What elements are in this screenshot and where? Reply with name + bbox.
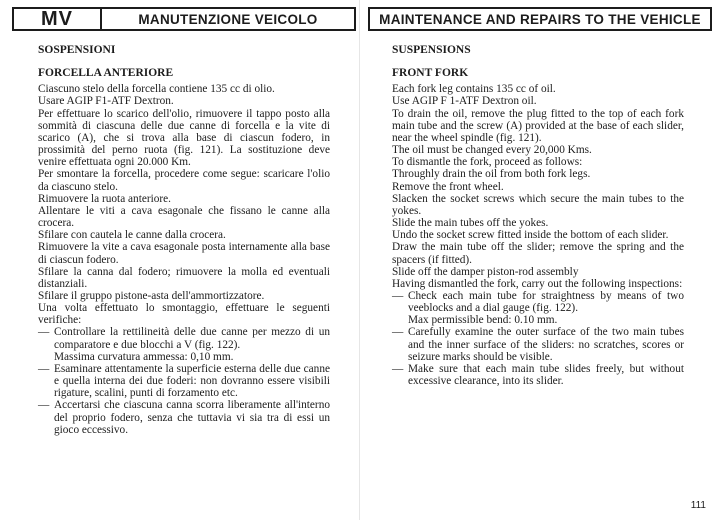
dash-bullet: — [38, 399, 50, 412]
paragraph: Ciascuno stelo della forcella contiene 135 cc di olio. [38, 83, 275, 96]
paragraph: Sfilare con cautela le canne dalla crocera. [38, 229, 226, 242]
english-subsection-title: FRONT FORK [392, 67, 469, 80]
paragraph: Allentare le viti a cava esagonale che fissano le canne alla crocera. [38, 204, 330, 230]
paragraph: To drain the oil, remove the plug fitted to the top of each fork main tube and the screw (A) provided at the base of each slider, near the wheel spindle (fig. 121). [392, 107, 684, 144]
dash-bullet: — [38, 362, 50, 375]
paragraph: Each fork leg contains 135 cc of oil. [392, 83, 556, 96]
paragraph: Rimuovere la ruota anteriore. [38, 192, 171, 205]
list-item [38, 363, 330, 399]
english-section-title: SUSPENSIONS [392, 44, 471, 56]
english-header [368, 7, 712, 31]
list-item [392, 326, 684, 362]
paragraph: Remove the front wheel. [392, 180, 504, 193]
paragraph: Draw the main tube off the slider; remove the spring and the spacers (if fitted). [392, 241, 684, 266]
italian-header-title: MANUTENZIONE VEICOLO [138, 11, 318, 27]
paragraph: Slide off the damper piston-rod assembly [392, 265, 579, 278]
list-item [392, 363, 684, 387]
paragraph: Una volta effettuato lo smontaggio, effettuare le seguenti verifiche: [38, 302, 330, 327]
english-column [360, 0, 720, 520]
paragraph: Use AGIP F 1-ATF Dextron oil. [392, 95, 537, 108]
italian-subsection-title: FORCELLA ANTERIORE [38, 67, 174, 80]
english-header-title: MAINTENANCE AND REPAIRS TO THE VEHICLE [379, 11, 701, 27]
italian-body [38, 44, 330, 436]
paragraph: Rimuovere la vite a cava esagonale posta internamente alla base di ciascun fodero. [38, 241, 330, 266]
list-item-note: Max permissible bend: 0.10 mm. [408, 314, 558, 327]
italian-header [12, 7, 356, 31]
list-item [38, 326, 330, 350]
paragraph: The oil must be changed every 20,000 Kms. [392, 144, 592, 157]
dash-bullet: — [392, 289, 404, 302]
paragraph: Undo the socket screw fitted inside the bottom of each slider. [392, 229, 669, 242]
paragraph: Sfilare il gruppo pistone-asta dell'ammortizzatore. [38, 289, 265, 302]
paragraph: Per smontare la forcella, procedere come segue: scaricare l'olio da ciascuno stelo. [38, 168, 330, 193]
paragraph: To dismantle the fork, proceed as follows: [392, 156, 583, 169]
list-item-text: Make sure that each main tube slides freely, but without excessive clearance, into its slider. [408, 362, 684, 388]
list-item-text: Carefully examine the outer surface of the two main tubes and the inner surface of the sliders: no scratches, scores or seizure marks should be visible. [408, 326, 684, 363]
paragraph: Throughly drain the oil from both fork legs. [392, 168, 591, 181]
page-number: 111 [690, 500, 706, 511]
paragraph: Having dismantled the fork, carry out the following inspections: [392, 277, 683, 290]
dash-bullet: — [392, 326, 404, 339]
english-body [392, 44, 684, 387]
list-item [38, 399, 330, 435]
dash-bullet: — [38, 326, 50, 339]
mv-logo: MV [14, 9, 102, 29]
paragraph: Per effettuare lo scarico dell'olio, rimuovere il tappo posto alla sommità di ciascuna delle due canne di forcella e la vite di scarico (A), che si trova alla base di ciascun fodero, in prossimità del perno ruota (fig. 121). La sostituzione deve venire effettuata ogni 20.000 Km. [38, 107, 330, 169]
list-item-text: Check each main tube for straightness by means of two veeblocks and a dial gauge (fig. 122). [408, 289, 684, 315]
list-item-note: Massima curvatura ammessa: 0,10 mm. [54, 350, 234, 363]
paragraph: Slide the main tubes off the yokes. [392, 217, 549, 230]
paragraph: Sfilare la canna dal fodero; rimuovere la molla ed eventuali distanziali. [38, 265, 330, 290]
paragraph: Usare AGIP F1-ATF Dextron. [38, 95, 174, 108]
paragraph: Slacken the socket screws which secure the main tubes to the yokes. [392, 192, 684, 217]
list-item-text: Accertarsi che ciascuna canna scorra liberamente all'interno del proprio fodero, senza che tuttavia vi sia tra di essi un gioco eccessivo. [54, 399, 330, 436]
list-item-text: Controllare la rettilineità delle due canne per mezzo di un comparatore e due blocchi a V (fig. 122). [54, 326, 330, 351]
list-item [392, 290, 684, 314]
dash-bullet: — [392, 362, 404, 375]
list-item-text: Esaminare attentamente la superficie esterna delle due canne e quella interna dei due foderi: non dovranno essere visibili rigature, scalini, punti di forzamento etc. [54, 362, 330, 400]
italian-section-title: SOSPENSIONI [38, 44, 116, 56]
